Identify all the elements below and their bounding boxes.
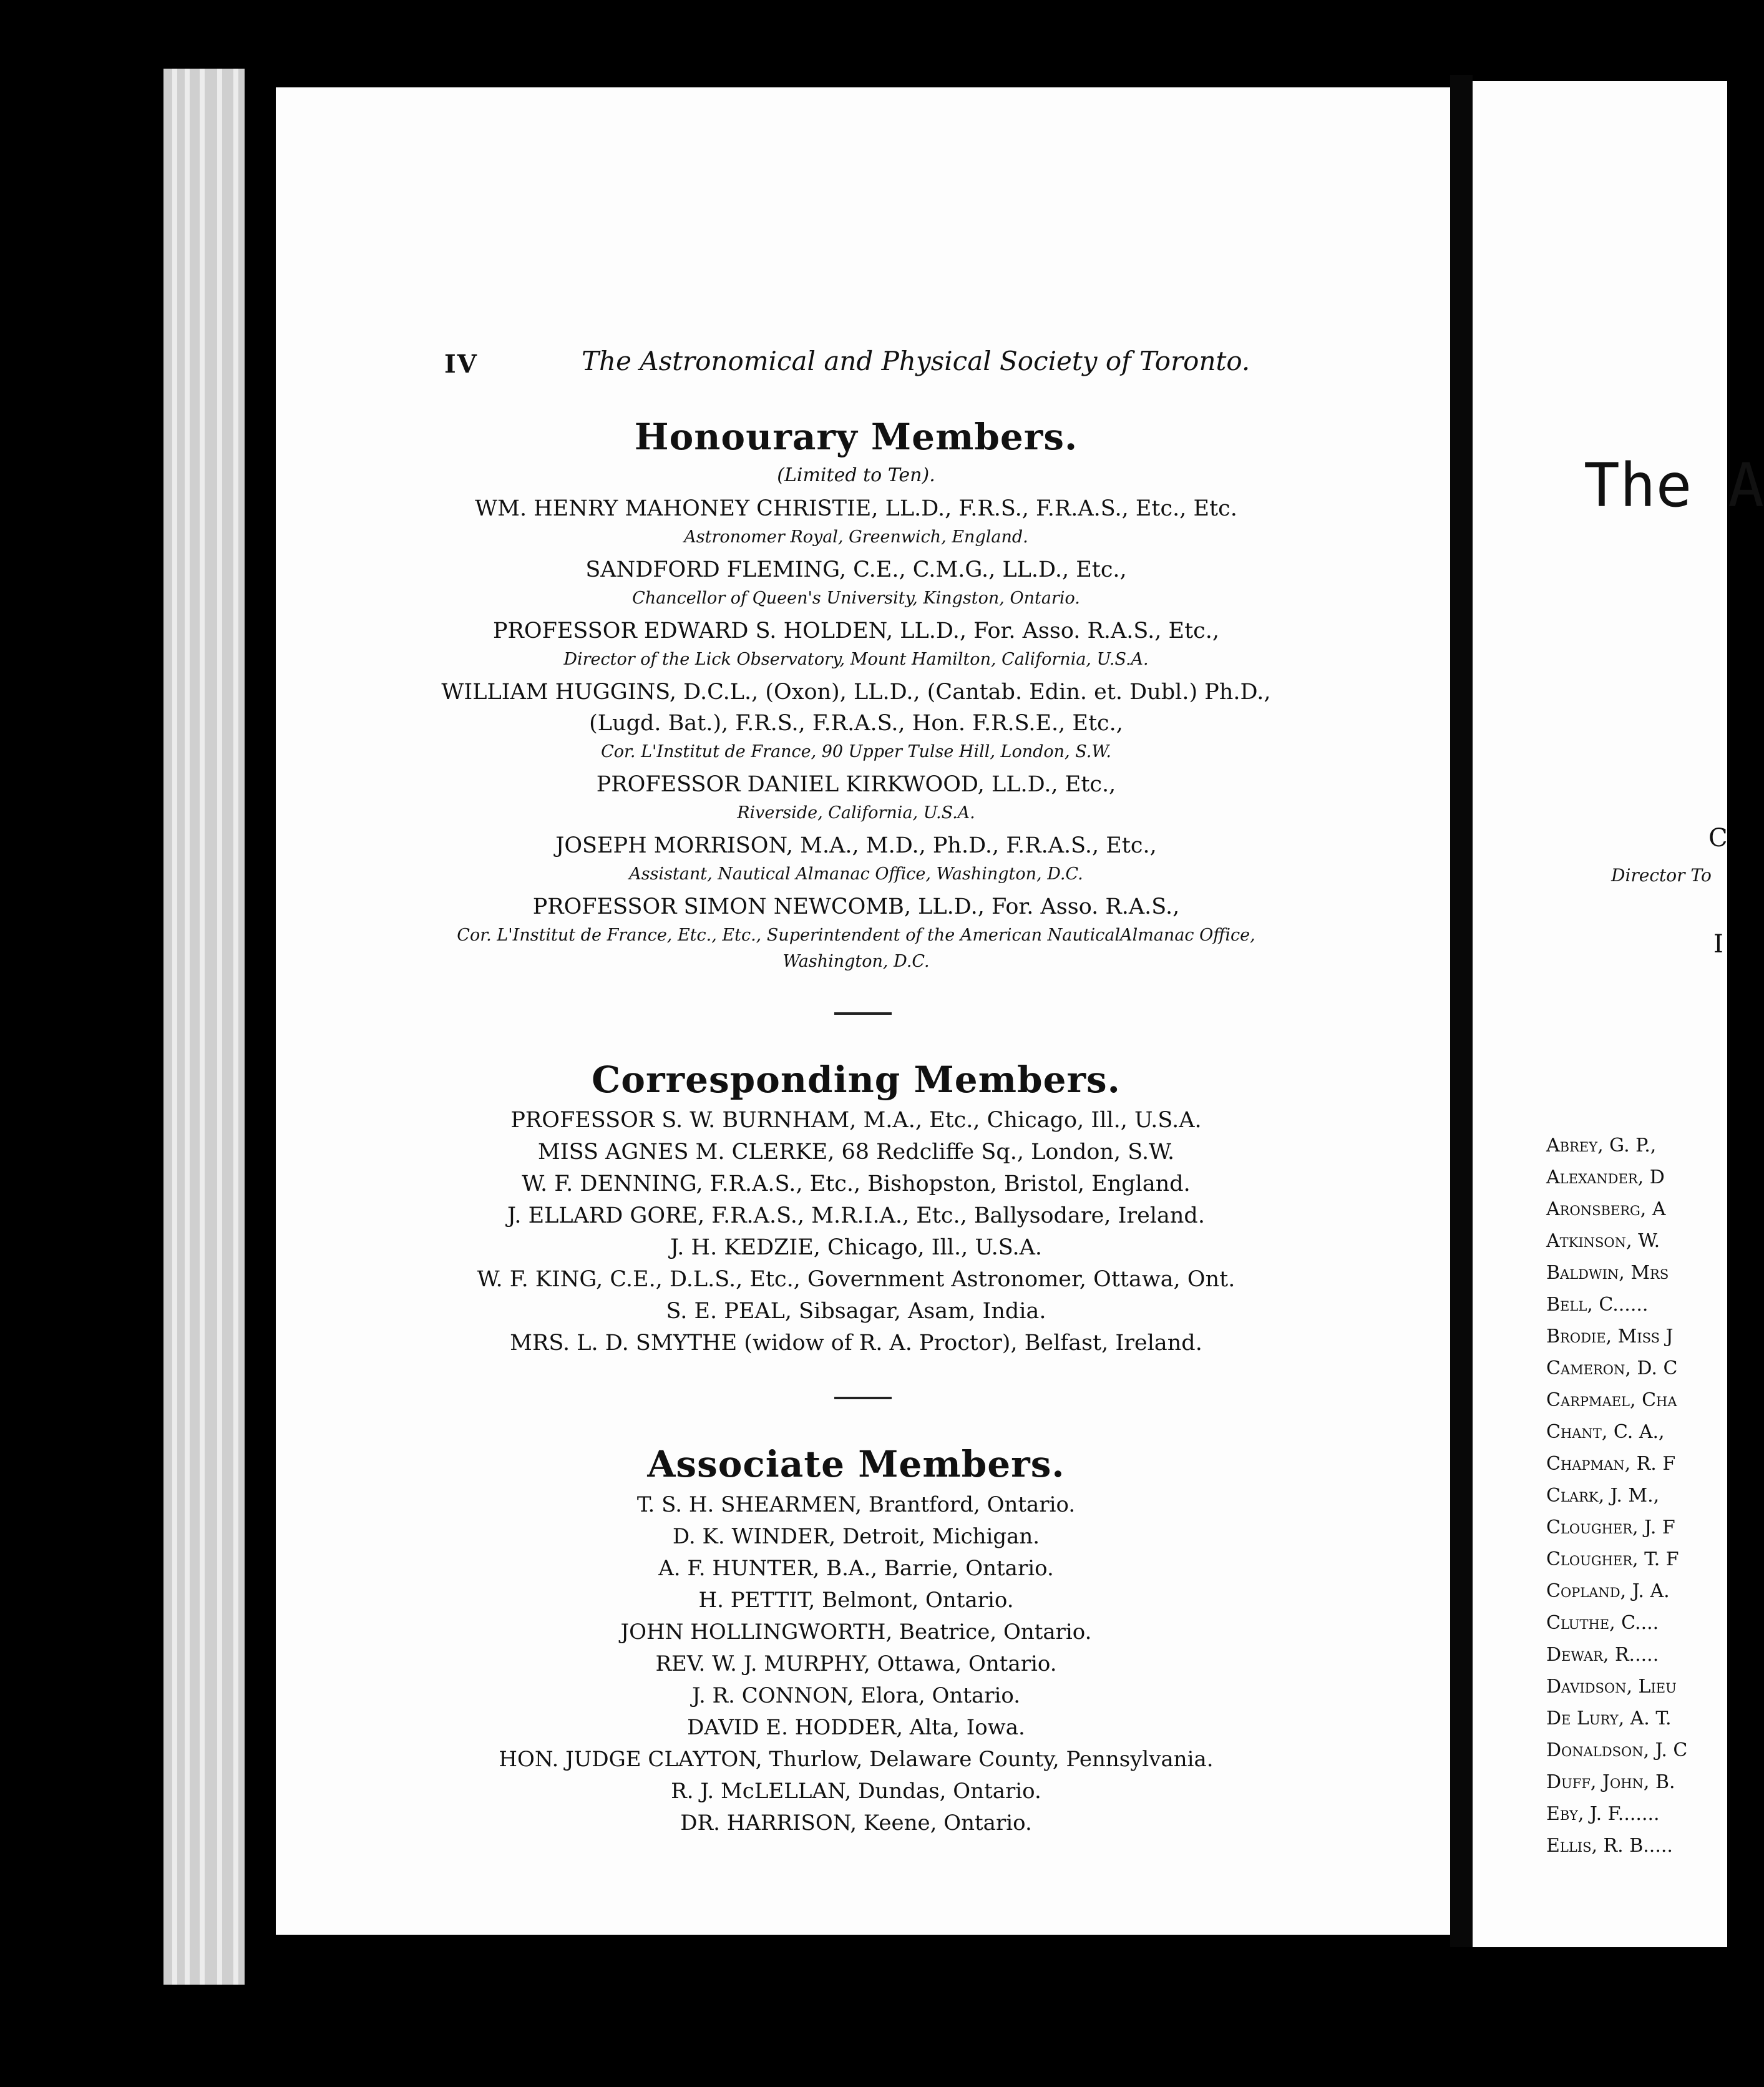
list-item: Duff, John, B. bbox=[1546, 1771, 1675, 1793]
member-entry bbox=[276, 493, 1436, 550]
honourary-heading: Honourary Members. bbox=[634, 416, 1078, 458]
member-entry bbox=[276, 677, 1436, 765]
member-line: REV. W. J. MURPHY, Ottawa, Ontario. bbox=[655, 1651, 1057, 1676]
list-item: Aronsberg, A bbox=[1546, 1198, 1666, 1220]
list-item: Brodie, Miss J bbox=[1546, 1326, 1674, 1347]
associate-members-section bbox=[276, 1439, 1436, 1839]
member-name: PROFESSOR DANIEL KIRKWOOD, LL.D., Etc., bbox=[596, 772, 1116, 797]
list-item: Chapman, R. F bbox=[1546, 1453, 1676, 1475]
member-description: Assistant, Nautical Almanac Office, Washington, D.C. bbox=[629, 864, 1083, 884]
member-line: S. E. PEAL, Sibsagar, Asam, India. bbox=[666, 1299, 1046, 1324]
members-content bbox=[276, 412, 1450, 1839]
list-item: Abrey, G. P., bbox=[1546, 1135, 1657, 1156]
member-line: MISS AGNES M. CLERKE, 68 Redcliffe Sq., London, S.W. bbox=[537, 1140, 1175, 1165]
list-item: Copland, J. A. bbox=[1546, 1580, 1670, 1602]
member-description: Cor. L'Institut de France, 90 Upper Tulse Hill, London, S.W. bbox=[601, 742, 1111, 761]
member-entry bbox=[276, 615, 1436, 673]
list-item: Eby, J. F....... bbox=[1546, 1803, 1660, 1825]
book-page-edges bbox=[163, 69, 245, 1985]
member-name: WILLIAM HUGGINS, D.C.L., (Oxon), LL.D., (Cantab. Edin. et. Dubl.) Ph.D., bbox=[441, 680, 1271, 705]
right-page-member-list bbox=[1546, 1130, 1687, 1862]
list-item: Davidson, Lieu bbox=[1546, 1676, 1677, 1698]
member-description: Director of the Lick Observatory, Mount Hamilton, California, U.S.A. bbox=[563, 650, 1149, 669]
honourary-members-section bbox=[276, 412, 1436, 975]
list-item: Clark, J. M., bbox=[1546, 1485, 1660, 1507]
member-line: R. J. McLELLAN, Dundas, Ontario. bbox=[671, 1779, 1041, 1804]
member-line: W. F. DENNING, F.R.A.S., Etc., Bishopston, Bristol, England. bbox=[522, 1171, 1191, 1196]
member-entry bbox=[276, 554, 1436, 612]
member-description: Riverside, California, U.S.A. bbox=[737, 803, 975, 823]
member-name: PROFESSOR SIMON NEWCOMB, LL.D., For. Asso. R.A.S., bbox=[532, 894, 1180, 919]
right-page bbox=[1473, 81, 1764, 1947]
associate-heading: Associate Members. bbox=[647, 1443, 1065, 1485]
list-item: Bell, C...... bbox=[1546, 1294, 1649, 1316]
member-line: J. R. CONNON, Elora, Ontario. bbox=[691, 1683, 1021, 1708]
member-line: A. F. HUNTER, B.A., Barrie, Ontario. bbox=[658, 1556, 1054, 1581]
member-name-continued: (Lugd. Bat.), F.R.S., F.R.A.S., Hon. F.R.S.E., Etc., bbox=[589, 711, 1123, 736]
member-line: W. F. KING, C.E., D.L.S., Etc., Government Astronomer, Ottawa, Ont. bbox=[477, 1267, 1235, 1292]
list-item: Donaldson, J. C bbox=[1546, 1739, 1688, 1761]
member-line: MRS. L. D. SMYTHE (widow of R. A. Proctor), Belfast, Ireland. bbox=[510, 1331, 1202, 1356]
section-divider bbox=[834, 1397, 892, 1399]
member-line: DAVID E. HODDER, Alta, Iowa. bbox=[687, 1715, 1025, 1740]
member-description: Chancellor of Queen's University, Kingston, Ontario. bbox=[632, 589, 1080, 608]
member-description: Cor. L'Institut de France, Etc., Etc., Superintendent of the American NauticalAlmanac Office, bbox=[457, 926, 1255, 945]
book-gutter bbox=[1450, 75, 1473, 1947]
member-name: JOSEPH MORRISON, M.A., M.D., Ph.D., F.R.A.S., Etc., bbox=[555, 833, 1157, 858]
running-head bbox=[444, 346, 1505, 387]
member-line: T. S. H. SHEARMEN, Brantford, Ontario. bbox=[636, 1492, 1076, 1517]
honourary-note: (Limited to Ten). bbox=[777, 464, 935, 486]
member-line: H. PETTIT, Belmont, Ontario. bbox=[698, 1588, 1014, 1613]
member-description-continued: Washington, D.C. bbox=[782, 952, 930, 971]
member-line: J. H. KEDZIE, Chicago, Ill., U.S.A. bbox=[670, 1235, 1042, 1260]
section-divider bbox=[834, 1012, 892, 1015]
page-number: IV bbox=[444, 349, 478, 379]
member-line: DR. HARRISON, Keene, Ontario. bbox=[680, 1811, 1032, 1835]
running-title: The Astronomical and Physical Society of Toronto. bbox=[582, 346, 1250, 376]
corresponding-members-section bbox=[276, 1055, 1436, 1359]
member-line: JOHN HOLLINGWORTH, Beatrice, Ontario. bbox=[620, 1620, 1092, 1645]
member-entry bbox=[276, 891, 1436, 975]
list-item: Cameron, D. C bbox=[1546, 1357, 1678, 1379]
member-entry bbox=[276, 830, 1436, 887]
right-page-letter-i: I bbox=[1713, 930, 1723, 959]
list-item: Ellis, R. B..... bbox=[1546, 1835, 1673, 1857]
member-line: HON. JUDGE CLAYTON, Thurlow, Delaware County, Pennsylvania. bbox=[499, 1747, 1214, 1772]
list-item: Baldwin, Mrs bbox=[1546, 1262, 1669, 1284]
member-entry bbox=[276, 769, 1436, 826]
member-line: D. K. WINDER, Detroit, Michigan. bbox=[672, 1524, 1040, 1549]
member-line: PROFESSOR S. W. BURNHAM, M.A., Etc., Chicago, Ill., U.S.A. bbox=[510, 1108, 1202, 1133]
list-item: Alexander, D bbox=[1546, 1166, 1665, 1188]
list-item: Dewar, R..... bbox=[1546, 1644, 1659, 1666]
member-name: PROFESSOR EDWARD S. HOLDEN, LL.D., For. Asso. R.A.S., Etc., bbox=[492, 618, 1220, 643]
list-item: Carpmael, Cha bbox=[1546, 1389, 1677, 1411]
corresponding-heading: Corresponding Members. bbox=[592, 1058, 1121, 1101]
member-name: SANDFORD FLEMING, C.E., C.M.G., LL.D., Etc., bbox=[585, 557, 1127, 582]
list-item: Clougher, T. F bbox=[1546, 1548, 1679, 1570]
list-item: Clougher, J. F bbox=[1546, 1517, 1675, 1538]
list-item: Chant, C. A., bbox=[1546, 1421, 1665, 1443]
list-item: De Lury, A. T. bbox=[1546, 1708, 1672, 1729]
right-page-letter-c: C bbox=[1708, 824, 1728, 853]
left-page bbox=[276, 87, 1450, 1935]
right-page-director-fragment: Director To bbox=[1611, 865, 1712, 886]
right-page-title-fragment: The A bbox=[1584, 451, 1764, 521]
list-item: Atkinson, W. bbox=[1546, 1230, 1660, 1252]
member-name: WM. HENRY MAHONEY CHRISTIE, LL.D., F.R.S., F.R.A.S., Etc., Etc. bbox=[475, 496, 1237, 521]
member-line: J. ELLARD GORE, F.R.A.S., M.R.I.A., Etc., Ballysodare, Ireland. bbox=[507, 1203, 1205, 1228]
list-item: Cluthe, C.... bbox=[1546, 1612, 1659, 1634]
member-description: Astronomer Royal, Greenwich, England. bbox=[684, 527, 1028, 547]
